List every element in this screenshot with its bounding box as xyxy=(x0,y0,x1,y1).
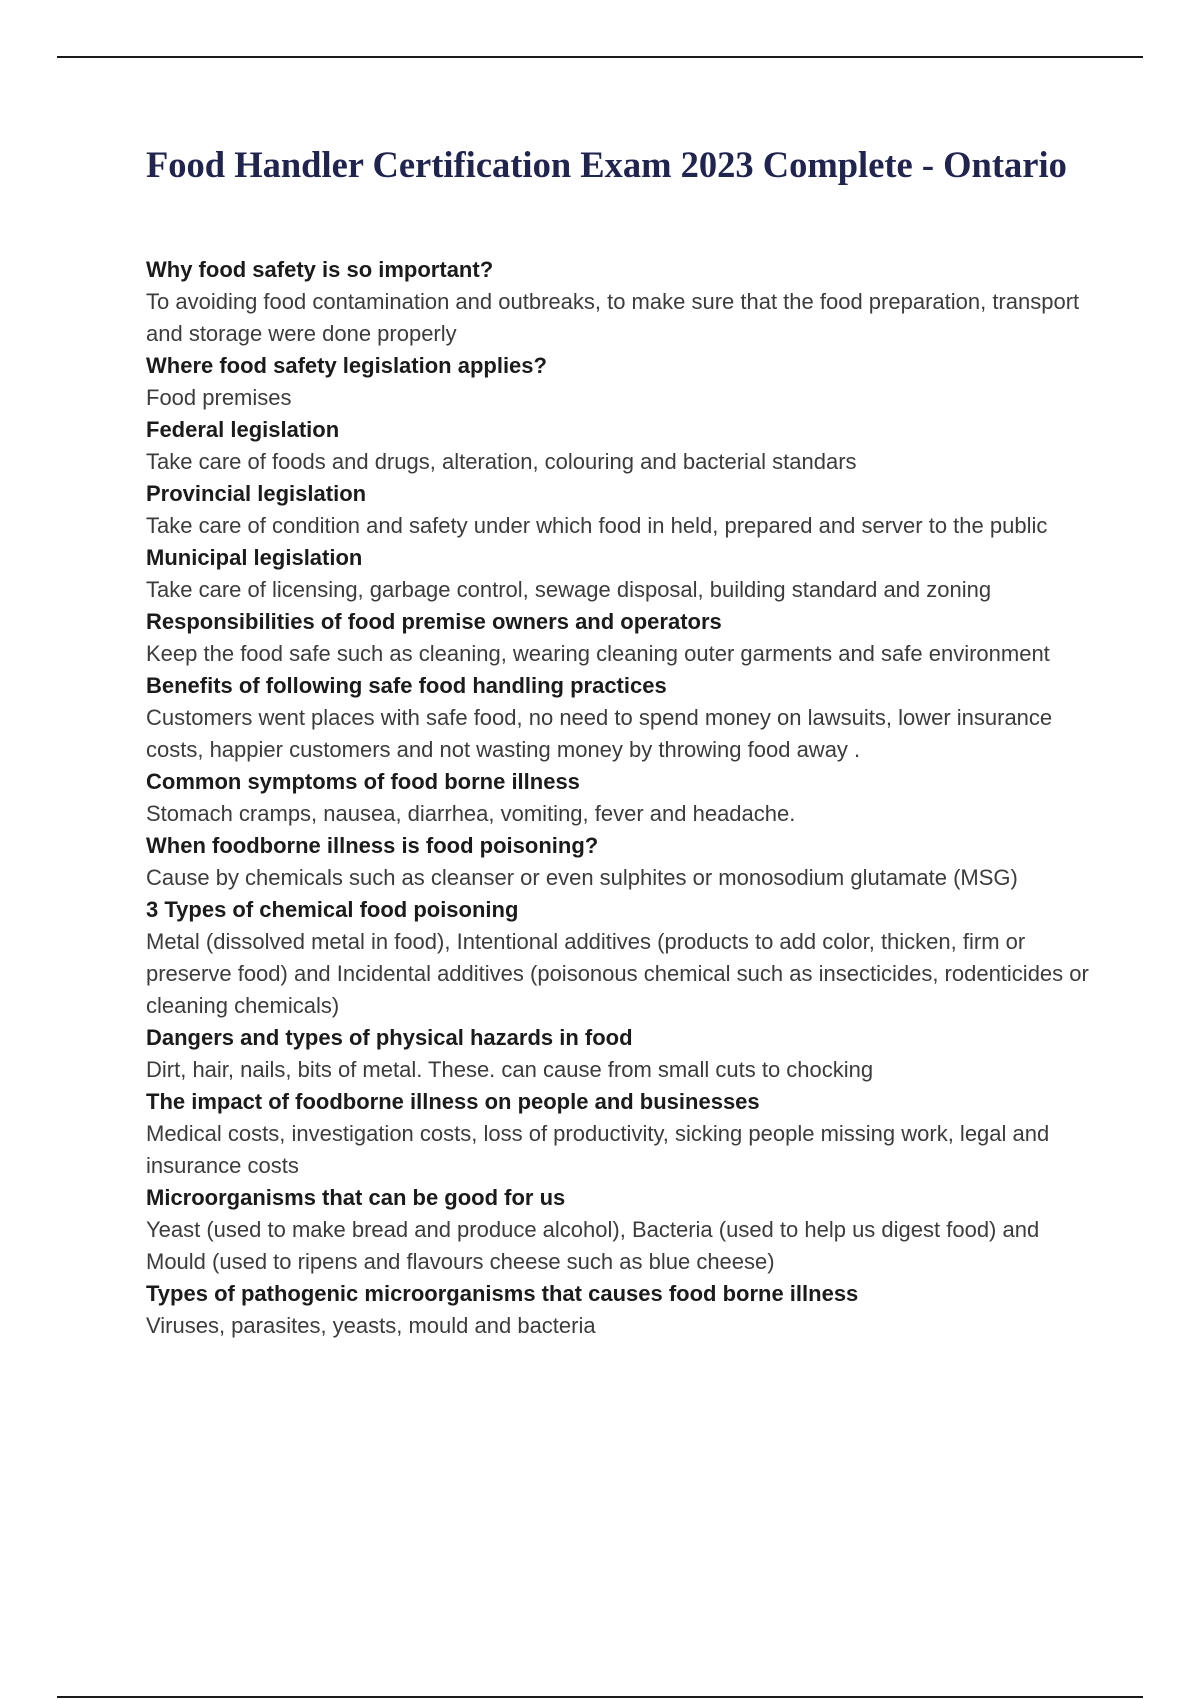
answer: Keep the food safe such as cleaning, wearing cleaning outer garments and safe environment xyxy=(146,641,1050,666)
question: Dangers and types of physical hazards in food xyxy=(146,1025,633,1050)
answer: Take care of foods and drugs, alteration, colouring and bacterial standars xyxy=(146,449,857,474)
page-title: Food Handler Certification Exam 2023 Complete - Ontario xyxy=(146,144,1067,185)
question: Common symptoms of food borne illness xyxy=(146,769,580,794)
answer: Dirt, hair, nails, bits of metal. These. can cause from small cuts to chocking xyxy=(146,1057,874,1082)
answer: Take care of licensing, garbage control, sewage disposal, building standard and zoning xyxy=(146,577,992,602)
top-rule xyxy=(57,56,1143,58)
answer: Cause by chemicals such as cleanser or even sulphites or monosodium glutamate (MSG) xyxy=(146,865,1018,890)
answer: Viruses, parasites, yeasts, mould and bacteria xyxy=(146,1313,596,1338)
answer: Customers went places with safe food, no need to spend money on lawsuits, lower insurance costs, happier customers and not wasting money by throwing food away . xyxy=(146,705,1053,762)
answer: Take care of condition and safety under which food in held, prepared and server to the public xyxy=(146,513,1048,538)
answer: Medical costs, investigation costs, loss of productivity, sicking people missing work, legal and insurance costs xyxy=(146,1121,1050,1178)
question: 3 Types of chemical food poisoning xyxy=(146,897,519,922)
question: Types of pathogenic microorganisms that causes food borne illness xyxy=(146,1281,859,1306)
answer: Metal (dissolved metal in food), Intentional additives (products to add color, thicken, firm or preserve food) and Incidental additives (poisonous chemical such as insecticides, rodenticides or cleaning chemicals) xyxy=(146,929,1089,1018)
qa-list xyxy=(146,254,1096,1342)
question: Where food safety legislation applies? xyxy=(146,353,547,378)
question: Why food safety is so important? xyxy=(146,257,494,282)
question: Provincial legislation xyxy=(146,481,367,506)
answer: To avoiding food contamination and outbreaks, to make sure that the food preparation, transport and storage were done properly xyxy=(146,289,1080,346)
question: Federal legislation xyxy=(146,417,340,442)
bottom-rule xyxy=(57,1696,1143,1698)
question: Benefits of following safe food handling practices xyxy=(146,673,667,698)
question: Municipal legislation xyxy=(146,545,363,570)
answer: Stomach cramps, nausea, diarrhea, vomiting, fever and headache. xyxy=(146,801,796,826)
question: When foodborne illness is food poisoning? xyxy=(146,833,599,858)
answer: Food premises xyxy=(146,385,292,410)
question: Microorganisms that can be good for us xyxy=(146,1185,566,1210)
answer: Yeast (used to make bread and produce alcohol), Bacteria (used to help us digest food) and Mould (used to ripens and flavours cheese such as blue cheese) xyxy=(146,1217,1040,1274)
question: The impact of foodborne illness on people and businesses xyxy=(146,1089,760,1114)
question: Responsibilities of food premise owners and operators xyxy=(146,609,722,634)
